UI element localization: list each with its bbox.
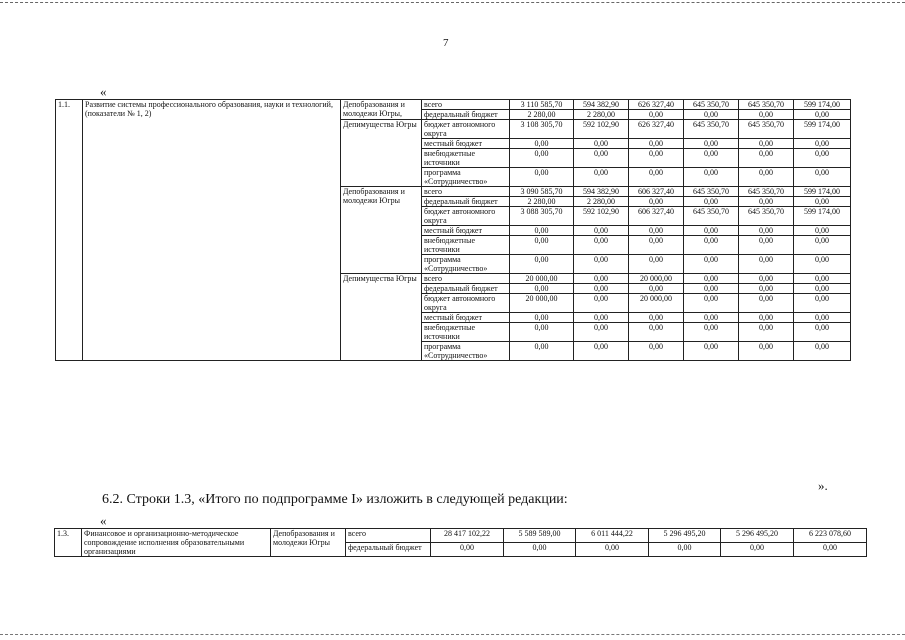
value-cell: 0,00 xyxy=(684,255,739,274)
source-cell: бюджет автономного округа xyxy=(422,120,510,139)
source-cell: всего xyxy=(422,187,510,197)
table-row xyxy=(55,529,867,543)
value-cell: 0,00 xyxy=(431,543,504,557)
value-cell: 0,00 xyxy=(794,284,851,294)
value-cell: 0,00 xyxy=(684,139,739,149)
value-cell: 0,00 xyxy=(629,255,684,274)
source-cell: внебюджетные источники xyxy=(422,323,510,342)
source-cell: внебюджетные источники xyxy=(422,236,510,255)
value-cell: 0,00 xyxy=(794,313,851,323)
value-cell: 0,00 xyxy=(574,226,629,236)
value-cell: 0,00 xyxy=(574,149,629,168)
value-cell: 0,00 xyxy=(629,313,684,323)
value-cell: 599 174,00 xyxy=(794,120,851,139)
value-cell: 0,00 xyxy=(794,342,851,361)
page-number: 7 xyxy=(443,37,449,49)
value-cell: 0,00 xyxy=(629,197,684,207)
value-cell: 0,00 xyxy=(684,342,739,361)
row-name: Развитие системы профессионального образования, науки и технологий, (показатели № 1, 2) xyxy=(83,100,341,361)
value-cell: 0,00 xyxy=(739,226,794,236)
quote-open-mark: « xyxy=(100,84,107,99)
value-cell: 0,00 xyxy=(574,255,629,274)
top-scan-line xyxy=(0,2,905,3)
value-cell: 0,00 xyxy=(794,255,851,274)
source-cell: бюджет автономного округа xyxy=(422,207,510,226)
value-cell: 20 000,00 xyxy=(629,294,684,313)
value-cell: 0,00 xyxy=(629,139,684,149)
value-cell: 592 102,90 xyxy=(574,207,629,226)
value-cell: 0,00 xyxy=(684,274,739,284)
subprogram-table-row-1-3 xyxy=(54,528,867,557)
value-cell: 0,00 xyxy=(574,274,629,284)
value-cell: 0,00 xyxy=(794,168,851,187)
value-cell: 0,00 xyxy=(794,236,851,255)
value-cell: 0,00 xyxy=(739,284,794,294)
value-cell: 3 110 585,70 xyxy=(510,100,574,110)
value-cell: 606 327,40 xyxy=(629,187,684,197)
table-row xyxy=(56,100,851,110)
value-cell: 0,00 xyxy=(574,342,629,361)
value-cell: 0,00 xyxy=(629,323,684,342)
value-cell: 0,00 xyxy=(510,323,574,342)
value-cell: 0,00 xyxy=(629,110,684,120)
value-cell: 0,00 xyxy=(739,110,794,120)
value-cell: 0,00 xyxy=(684,226,739,236)
value-cell: 0,00 xyxy=(794,543,867,557)
value-cell: 626 327,40 xyxy=(629,100,684,110)
value-cell: 0,00 xyxy=(739,236,794,255)
value-cell: 6 223 078,60 xyxy=(794,529,867,543)
value-cell: 0,00 xyxy=(510,342,574,361)
source-cell: местный бюджет xyxy=(422,313,510,323)
executor-cell: Депимущества Югры xyxy=(341,120,422,187)
value-cell: 5 296 495,20 xyxy=(721,529,794,543)
value-cell: 0,00 xyxy=(510,226,574,236)
value-cell: 645 350,70 xyxy=(739,207,794,226)
source-cell: местный бюджет xyxy=(422,226,510,236)
value-cell: 626 327,40 xyxy=(629,120,684,139)
row-number: 1.3. xyxy=(55,529,82,557)
value-cell: 0,00 xyxy=(721,543,794,557)
value-cell: 645 350,70 xyxy=(739,187,794,197)
value-cell: 599 174,00 xyxy=(794,207,851,226)
value-cell: 0,00 xyxy=(684,313,739,323)
source-cell: программа «Сотрудничество» xyxy=(422,342,510,361)
value-cell: 0,00 xyxy=(574,313,629,323)
value-cell: 0,00 xyxy=(629,149,684,168)
value-cell: 0,00 xyxy=(684,110,739,120)
value-cell: 20 000,00 xyxy=(510,274,574,284)
value-cell: 0,00 xyxy=(510,313,574,323)
value-cell: 0,00 xyxy=(684,149,739,168)
value-cell: 0,00 xyxy=(576,543,649,557)
value-cell: 0,00 xyxy=(794,149,851,168)
subprogram-table-row-1-1 xyxy=(55,99,851,361)
source-cell: федеральный бюджет xyxy=(346,543,431,557)
value-cell: 0,00 xyxy=(510,139,574,149)
value-cell: 0,00 xyxy=(684,294,739,313)
executor-cell: Депобразования и молодежи Югры xyxy=(271,529,346,557)
value-cell: 0,00 xyxy=(794,197,851,207)
value-cell: 20 000,00 xyxy=(510,294,574,313)
executor-cell: Депобразования и молодежи Югры, xyxy=(341,100,422,120)
source-cell: всего xyxy=(422,100,510,110)
value-cell: 3 088 305,70 xyxy=(510,207,574,226)
value-cell: 0,00 xyxy=(794,139,851,149)
value-cell: 3 108 305,70 xyxy=(510,120,574,139)
value-cell: 0,00 xyxy=(504,543,576,557)
value-cell: 2 280,00 xyxy=(510,197,574,207)
bottom-scan-line xyxy=(0,634,905,635)
value-cell: 0,00 xyxy=(794,110,851,120)
value-cell: 0,00 xyxy=(739,274,794,284)
value-cell: 0,00 xyxy=(739,294,794,313)
value-cell: 0,00 xyxy=(739,197,794,207)
value-cell: 645 350,70 xyxy=(684,100,739,110)
value-cell: 0,00 xyxy=(739,342,794,361)
executor-cell: Депобразования и молодежи Югры xyxy=(341,187,422,274)
section-heading: 6.2. Строки 1.3, «Итого по подпрограмме I» изложить в следующей редакции: xyxy=(102,492,568,507)
value-cell: 0,00 xyxy=(739,139,794,149)
source-cell: всего xyxy=(422,274,510,284)
value-cell: 0,00 xyxy=(629,236,684,255)
value-cell: 0,00 xyxy=(510,255,574,274)
value-cell: 0,00 xyxy=(574,323,629,342)
source-cell: всего xyxy=(346,529,431,543)
value-cell: 0,00 xyxy=(739,255,794,274)
source-cell: федеральный бюджет xyxy=(422,197,510,207)
row-name: Финансовое и организационно-методическое сопровождение исполнения образовательными организациями xyxy=(82,529,271,557)
value-cell: 0,00 xyxy=(684,236,739,255)
source-cell: бюджет автономного округа xyxy=(422,294,510,313)
value-cell: 0,00 xyxy=(649,543,721,557)
quote-close-mark: ». xyxy=(818,478,828,493)
value-cell: 5 589 589,00 xyxy=(504,529,576,543)
value-cell: 2 280,00 xyxy=(574,110,629,120)
value-cell: 3 090 585,70 xyxy=(510,187,574,197)
value-cell: 0,00 xyxy=(739,149,794,168)
value-cell: 606 327,40 xyxy=(629,207,684,226)
value-cell: 0,00 xyxy=(739,313,794,323)
value-cell: 0,00 xyxy=(510,149,574,168)
value-cell: 0,00 xyxy=(629,342,684,361)
source-cell: местный бюджет xyxy=(422,139,510,149)
value-cell: 5 296 495,20 xyxy=(649,529,721,543)
value-cell: 0,00 xyxy=(739,168,794,187)
value-cell: 645 350,70 xyxy=(684,120,739,139)
source-cell: федеральный бюджет xyxy=(422,284,510,294)
value-cell: 0,00 xyxy=(739,323,794,342)
value-cell: 6 011 444,22 xyxy=(576,529,649,543)
value-cell: 0,00 xyxy=(684,284,739,294)
value-cell: 0,00 xyxy=(684,323,739,342)
source-cell: федеральный бюджет xyxy=(422,110,510,120)
source-cell: программа «Сотрудничество» xyxy=(422,255,510,274)
value-cell: 0,00 xyxy=(510,236,574,255)
value-cell: 592 102,90 xyxy=(574,120,629,139)
value-cell: 594 382,90 xyxy=(574,187,629,197)
value-cell: 0,00 xyxy=(629,168,684,187)
executor-cell: Депимущества Югры xyxy=(341,274,422,361)
value-cell: 0,00 xyxy=(629,284,684,294)
value-cell: 594 382,90 xyxy=(574,100,629,110)
quote-open-mark-2: « xyxy=(100,513,107,528)
value-cell: 645 350,70 xyxy=(739,100,794,110)
value-cell: 2 280,00 xyxy=(574,197,629,207)
value-cell: 0,00 xyxy=(684,197,739,207)
value-cell: 0,00 xyxy=(574,236,629,255)
value-cell: 0,00 xyxy=(629,226,684,236)
value-cell: 0,00 xyxy=(684,168,739,187)
value-cell: 0,00 xyxy=(510,284,574,294)
value-cell: 645 350,70 xyxy=(684,207,739,226)
value-cell: 0,00 xyxy=(794,226,851,236)
value-cell: 645 350,70 xyxy=(684,187,739,197)
value-cell: 0,00 xyxy=(574,168,629,187)
value-cell: 0,00 xyxy=(510,168,574,187)
value-cell: 20 000,00 xyxy=(629,274,684,284)
value-cell: 645 350,70 xyxy=(739,120,794,139)
value-cell: 0,00 xyxy=(794,274,851,284)
value-cell: 599 174,00 xyxy=(794,100,851,110)
row-number: 1.1. xyxy=(56,100,83,361)
source-cell: внебюджетные источники xyxy=(422,149,510,168)
value-cell: 0,00 xyxy=(574,139,629,149)
value-cell: 28 417 102,22 xyxy=(431,529,504,543)
value-cell: 0,00 xyxy=(574,294,629,313)
value-cell: 0,00 xyxy=(794,323,851,342)
value-cell: 599 174,00 xyxy=(794,187,851,197)
source-cell: программа «Сотрудничество» xyxy=(422,168,510,187)
value-cell: 0,00 xyxy=(794,294,851,313)
value-cell: 0,00 xyxy=(574,284,629,294)
value-cell: 2 280,00 xyxy=(510,110,574,120)
